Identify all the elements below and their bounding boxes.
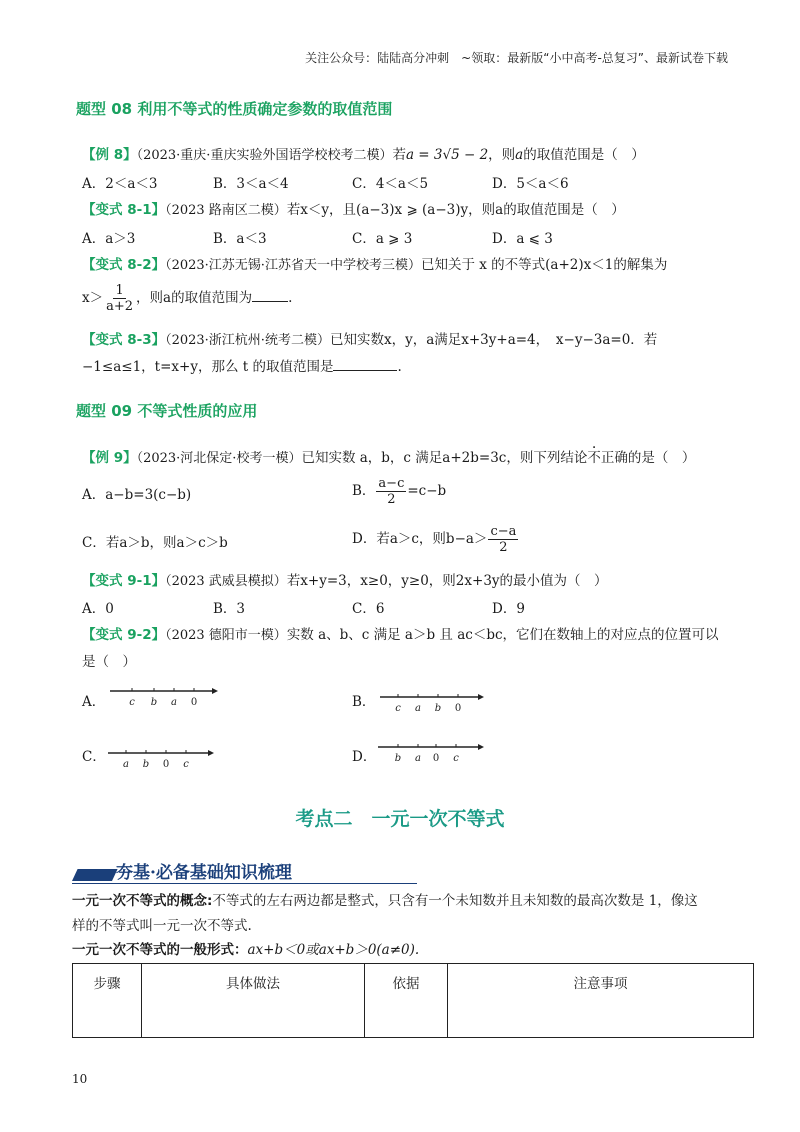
variant-9-2-line2: 是（ ）	[82, 654, 136, 670]
example-9-option-c[interactable]: C．若a＞b，则a＞c＞b	[82, 535, 228, 551]
number-line-d[interactable]	[376, 740, 488, 768]
example-9-option-b-fraction	[376, 476, 406, 507]
example-8-tag: 【例 8】	[82, 147, 137, 163]
example-9-option-d[interactable]	[352, 524, 519, 555]
steps-table	[72, 963, 754, 1038]
variant-8-2-period: .	[288, 290, 293, 306]
variant-9-2-stem	[82, 623, 719, 643]
variant-8-1-option-a[interactable]: A．a＞3	[82, 231, 136, 247]
example-8-text-2: ，则	[488, 147, 516, 163]
point-label: b	[394, 753, 402, 764]
example-9-text: 已知实数 a，b，c 满足a+2b=3c，则下列结论	[301, 450, 588, 466]
point-label: c	[453, 753, 459, 764]
example-8-option-a[interactable]: A．2＜a＜3	[82, 176, 158, 192]
variant-8-2-fraction	[104, 283, 135, 314]
number-line-a[interactable]	[108, 684, 220, 712]
answer-blank[interactable]	[333, 358, 397, 371]
banner-rule	[72, 883, 417, 884]
general-form-label: 一元一次不等式的一般形式：	[72, 942, 248, 958]
variant-8-1-stem	[82, 198, 625, 218]
variant-9-2-option-b-label[interactable]: B．	[352, 694, 376, 710]
variant-8-2-source: （2023·江苏无锡·江苏省天一中学校考三模）	[165, 258, 421, 273]
example-9-option-a[interactable]: A．a−b=3(c−b)	[82, 487, 192, 503]
variant-8-2-expr: x＞	[82, 290, 104, 306]
banner-text: 夯基·必备基础知识梳理	[116, 863, 292, 883]
point-label: b	[150, 697, 158, 708]
point-label-zero: 0	[162, 759, 170, 770]
example-8-text: 若	[392, 147, 406, 163]
point-label: a	[171, 697, 177, 708]
variant-8-2-stem	[82, 253, 667, 273]
point-label: c	[129, 697, 135, 708]
table-header-cell: 依据	[365, 964, 448, 1038]
variant-8-3-period: .	[397, 359, 402, 375]
fraction-denominator: 2	[499, 540, 508, 555]
fraction-numerator: c−a	[490, 524, 517, 539]
number-line-b-graphic	[378, 690, 490, 718]
point-label: c	[183, 759, 189, 770]
table-row	[73, 964, 754, 1038]
table-header-cell: 步骤	[73, 964, 142, 1038]
point-label: c	[395, 703, 401, 714]
number-line-c[interactable]	[106, 746, 218, 774]
variant-9-2-option-c-label[interactable]: C．	[82, 749, 106, 765]
fraction-numerator: a−c	[378, 476, 405, 491]
variant-9-1-option-c[interactable]: C．6	[352, 601, 385, 617]
variant-8-1-text: 若x＜y，且(a−3)x ⩾ (a−3)y，则a的取值范围是（ ）	[286, 202, 625, 218]
number-line-b[interactable]	[378, 690, 490, 718]
general-form	[72, 938, 419, 958]
option-text: D．若a＞c，则b−a＞	[352, 531, 488, 547]
example-9-text-2: 正确的是（ ）	[600, 450, 696, 466]
point-label: b	[434, 703, 442, 714]
variant-9-1-tag: 【变式 9-1】	[82, 573, 166, 589]
example-8-option-d[interactable]: D．5＜a＜6	[492, 176, 569, 192]
variant-8-1-option-c[interactable]: C．a ⩾ 3	[352, 231, 413, 247]
point-label-zero: 0	[432, 753, 440, 764]
variant-9-1-source: （2023 武威县模拟）	[165, 574, 287, 589]
topic-title: 考点二 一元一次不等式	[295, 808, 505, 830]
variant-8-2-tag: 【变式 8-2】	[82, 257, 166, 273]
point-label: a	[123, 759, 129, 770]
example-8-option-c[interactable]: C．4＜a＜5	[352, 176, 429, 192]
variant-9-2-option-d-label[interactable]: D．	[352, 749, 377, 765]
fraction-numerator: 1	[115, 283, 124, 298]
variant-9-1-stem	[82, 569, 608, 589]
variant-9-2-text: 实数 a、b、c 满足 a＞b 且 ac＜bc，它们在数轴上的对应点的位置可以	[286, 627, 719, 643]
section-title-8: 题型 08 利用不等式的性质确定参数的取值范围	[76, 100, 393, 118]
variant-8-3-line2	[82, 355, 402, 375]
number-line-a-graphic	[108, 684, 220, 712]
concept-text: 不等式的左右两边都是整式，只含有一个未知数并且未知数的最高次数是 1，像这	[212, 893, 698, 909]
variant-9-2-source: （2023 德阳市一模）	[165, 628, 287, 643]
answer-blank[interactable]	[252, 289, 288, 302]
variant-8-2-text: 已知关于 x 的不等式(a+2)x＜1的解集为	[420, 257, 668, 273]
concept-definition	[72, 889, 698, 909]
fraction-denominator: a+2	[106, 299, 134, 314]
variant-8-3-stem	[82, 328, 657, 348]
point-label: a	[415, 703, 421, 714]
number-line-d-graphic	[376, 740, 488, 768]
variant-9-1-option-d[interactable]: D．9	[492, 601, 525, 617]
page-number: 10	[72, 1072, 88, 1086]
variant-9-1-text: 若x+y=3，x≥0，y≥0，则2x+3y的最小值为（ ）	[286, 573, 608, 589]
example-9-emphasis: 不	[587, 450, 601, 466]
knowledge-banner	[72, 858, 417, 884]
point-label: a	[415, 753, 421, 764]
variant-8-2-line2	[82, 283, 292, 314]
variant-9-1-option-b[interactable]: B．3	[213, 601, 246, 617]
example-9-source: （2023·河北保定·校考一模）	[136, 451, 302, 466]
table-header-cell: 注意事项	[448, 964, 754, 1038]
section-title-9: 题型 09 不等式性质的应用	[76, 402, 258, 420]
concept-label: 一元一次不等式的概念:	[72, 893, 213, 909]
header-note: 关注公众号：陆陆高分冲刺 ~领取：最新版“小中高考-总复习”、最新试卷下载	[305, 51, 728, 65]
variant-8-1-tag: 【变式 8-1】	[82, 202, 166, 218]
example-8-source: （2023·重庆·重庆实验外国语学校校考二模）	[136, 148, 393, 163]
example-8-stem	[82, 143, 645, 163]
variant-9-1-option-a[interactable]: A．0	[82, 601, 114, 617]
example-9-stem	[82, 446, 695, 466]
table-header-cell: 具体做法	[142, 964, 365, 1038]
variant-8-3-tag: 【变式 8-3】	[82, 332, 166, 348]
example-8-text-3: 的取值范围是（ ）	[523, 147, 645, 163]
example-8-option-b[interactable]: B．3＜a＜4	[213, 176, 289, 192]
example-9-option-d-fraction	[488, 524, 518, 555]
general-form-text: ax+b＜0或ax+b＞0(a≠0).	[247, 942, 420, 958]
variant-8-3-source: （2023·浙江杭州·统考二模）	[165, 333, 330, 348]
variant-8-1-option-b[interactable]: B．a＜3	[213, 231, 267, 247]
example-9-option-b[interactable]	[352, 476, 446, 507]
option-text: =c−b	[407, 483, 447, 499]
concept-definition-line2: 样的不等式叫一元一次不等式.	[72, 918, 252, 934]
number-line-c-graphic	[106, 746, 218, 774]
variant-8-2-text-2: ，则a的取值范围为	[136, 290, 253, 306]
example-8-var: a	[515, 147, 524, 163]
point-label-zero: 0	[190, 697, 198, 708]
variant-8-3-text-2: −1≤a≤1，t=x+y，那么 t 的取值范围是	[82, 359, 334, 375]
example-8-expr: a = 3√5 − 2	[405, 147, 489, 163]
example-9-tag: 【例 9】	[82, 450, 137, 466]
point-label: b	[142, 759, 150, 770]
variant-8-3-text: 已知实数x，y，a满足x+3y+a=4， x−y−3a=0．若	[329, 332, 658, 348]
variant-9-2-tag: 【变式 9-2】	[82, 627, 166, 643]
variant-8-1-option-d[interactable]: D．a ⩽ 3	[492, 231, 553, 247]
banner-accent-bar	[72, 869, 118, 881]
variant-8-1-source: （2023 路南区二模）	[165, 203, 287, 218]
point-label-zero: 0	[454, 703, 462, 714]
option-label: B．	[352, 483, 376, 499]
variant-9-2-option-a-label[interactable]: A．	[82, 694, 106, 710]
fraction-denominator: 2	[387, 492, 396, 507]
